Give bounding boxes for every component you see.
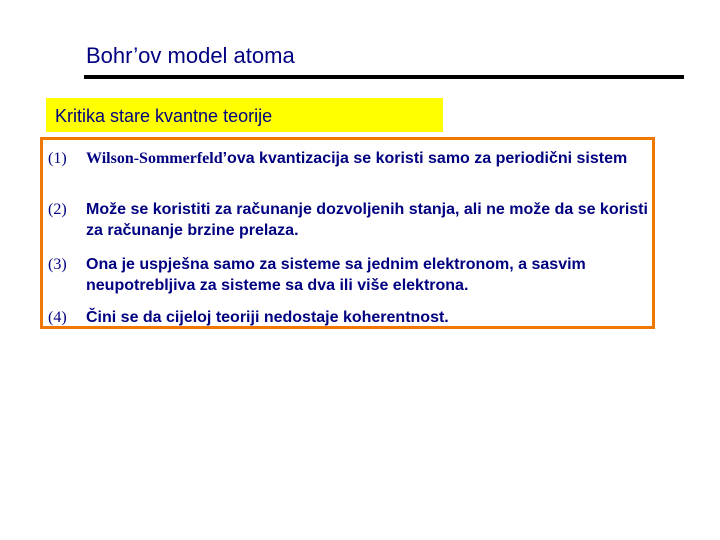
title-underline [84,75,684,79]
list-item-4 [48,307,652,328]
item-number: (1) [48,150,67,167]
list-item-1 [48,148,652,169]
item-text: Može se koristiti za računanje dozvoljenih stanja, ali ne može da se koristi za računanje brzine prelaza. [86,201,648,239]
item-number: (4) [48,309,67,326]
item-text: Ona je uspješna samo za sisteme sa jednim elektronom, a sasvim neupotrebljiva za sisteme sa dva ili više elektrona. [86,256,586,294]
theory-name: Wilson-Sommerfeld [86,150,223,167]
list-item-3 [48,254,652,296]
item-text: Čini se da cijeloj teoriji nedostaje koherentnost. [86,309,449,326]
item-text: ’ova kvantizacija se koristi samo za periodični sistem [222,150,628,167]
slide-title: Bohr’ov model atoma [86,43,295,68]
item-number: (2) [48,201,67,218]
slide-subtitle: Kritika stare kvantne teorije [55,106,273,126]
item-number: (3) [48,256,67,273]
list-item-2 [48,199,652,241]
